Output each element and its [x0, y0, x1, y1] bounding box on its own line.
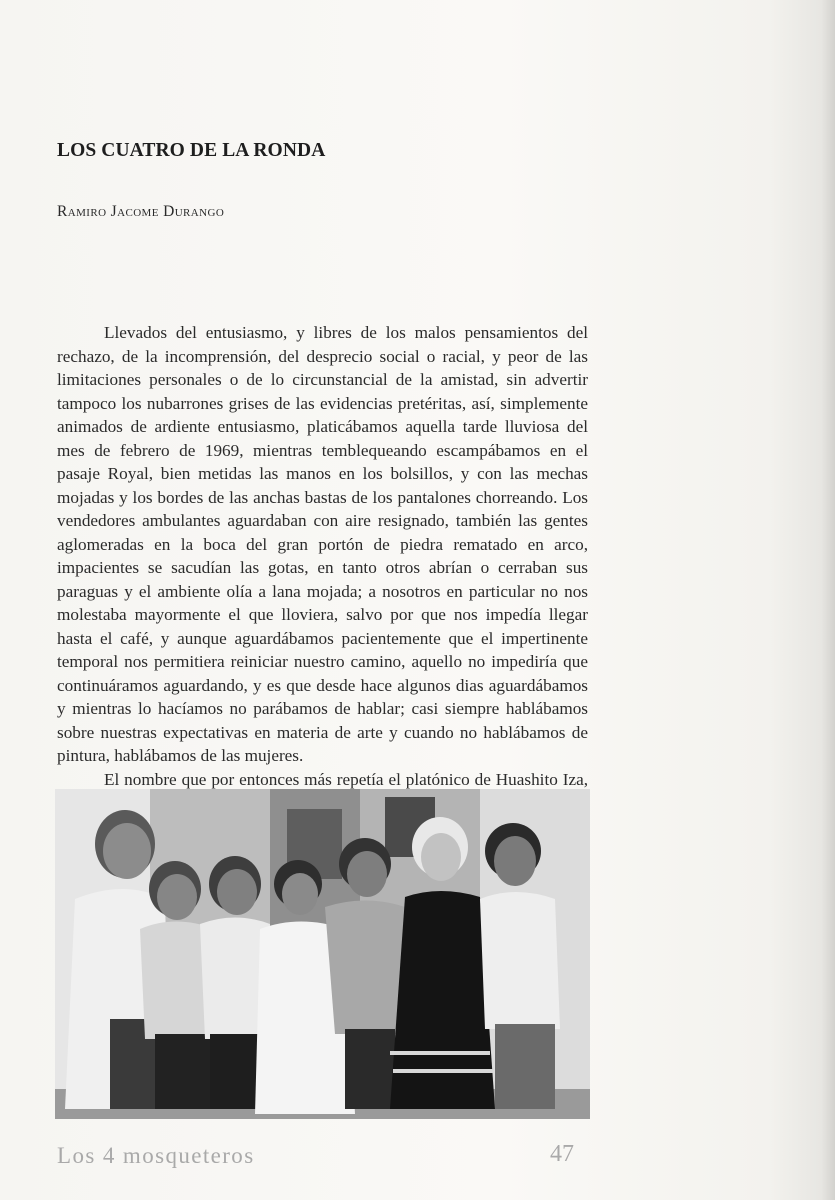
- body-paragraph-2: El nombre que por entonces más repetía el platónico de Huashito Iza,: [104, 769, 588, 789]
- body-paragraph-1: Llevados del entusiasmo, y libres de los malos pensamientos del rechazo, de la incomprensión, del desprecio social o racial, y peor de las limitaciones personales o de lo circunstancial de la amistad, sin advertir tampoco los nubarrones grises de las evidencias pretéritas, así, simplemente animados de ardiente entusiasmo, platicábamos aquella tarde lluviosa del mes de febrero de 1969, mientras temblequeando escampábamos en el pasaje Royal, bien metidas las manos en los bolsillos, y con las mechas mojadas y los bordes de las anchas bastas de los pantalones chorreando. Los vendedores ambulantes aguardaban con aire resignado, también las gentes aglomeradas en la boca del gran portón de piedra rematado en arco, impacientes se sacudían las gotas, en tanto otros abrían o cerraban sus paraguas y el ambiente olía a lana mojada; a nosotros en particular no nos molestaba mayormente el que lloviera, salvo por que nos impedía llegar hasta el café, y aunque aguardábamos pacientemente que el impertinente temporal nos permitiera reiniciar nuestro camino, aquello no impediría que continuáramos aguardando, y es que desde hace algunos dias aguardábamos y mientras lo hacíamos no parábamos de hablar; casi siempre hablábamos sobre nuestras expectativas en materia de arte y cuando no hablábamos de pintura, hablábamos de las mujeres.: [57, 323, 588, 765]
- group-photo: [55, 789, 590, 1119]
- page-edge-shadow: [821, 0, 835, 1200]
- article-body: [57, 321, 588, 815]
- running-footer-title: Los 4 mosqueteros: [57, 1143, 255, 1168]
- article-title: LOS CUATRO DE LA RONDA: [57, 140, 326, 161]
- page-number: 47: [550, 1141, 574, 1167]
- article-author: Ramiro Jacome Durango: [57, 203, 225, 220]
